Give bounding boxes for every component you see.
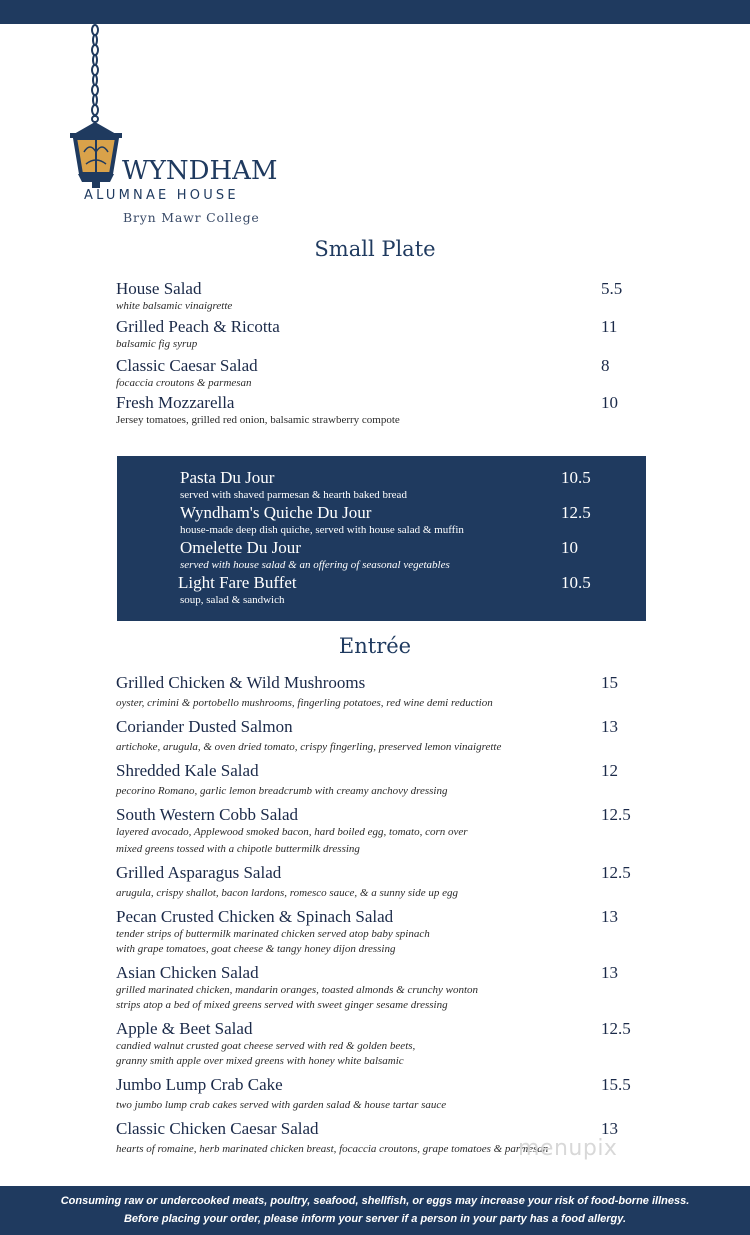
brand-college: Bryn Mawr College <box>123 210 260 225</box>
item-name: Shredded Kale Salad <box>116 761 259 780</box>
item-price: 13 <box>601 907 618 926</box>
item-desc: candied walnut crusted goat cheese served with red & golden beets, <box>116 1040 416 1052</box>
menu-item <box>116 963 636 1013</box>
item-desc: with grape tomatoes, goat cheese & tangy honey dijon dressing <box>116 943 396 955</box>
featured-item <box>180 503 620 538</box>
item-desc: balsamic fig syrup <box>116 338 198 350</box>
item-price: 12.5 <box>601 1019 631 1038</box>
item-name: Wyndham's Quiche Du Jour <box>180 503 372 522</box>
item-name: Classic Chicken Caesar Salad <box>116 1119 319 1138</box>
brand-subtitle: ALUMNAE HOUSE <box>84 188 239 203</box>
item-name: Omelette Du Jour <box>180 538 301 557</box>
item-price: 12.5 <box>601 863 631 882</box>
item-desc: two jumbo lump crab cakes served with garden salad & house tartar sauce <box>116 1099 447 1111</box>
item-desc: pecorino Romano, garlic lemon breadcrumb with creamy anchovy dressing <box>116 785 448 797</box>
menu-item <box>116 1075 636 1113</box>
menu-item <box>116 717 636 755</box>
menu-item <box>116 1019 636 1069</box>
item-desc: mixed greens tossed with a chipotle buttermilk dressing <box>116 843 360 855</box>
item-name: Pasta Du Jour <box>180 468 275 487</box>
featured-item <box>178 573 618 608</box>
footer-line-2: Before placing your order, please inform your server if a person in your party has a food allergy. <box>123 1213 627 1225</box>
logo <box>66 24 278 234</box>
item-desc: soup, salad & sandwich <box>180 594 285 606</box>
item-desc: arugula, crispy shallot, bacon lardons, romesco sauce, & a sunny side up egg <box>116 887 458 899</box>
item-desc: artichoke, arugula, & oven dried tomato, crispy fingerling, preserved lemon vinaigrette <box>116 741 502 753</box>
item-desc: granny smith apple over mixed greens with honey white balsamic <box>116 1055 404 1067</box>
menu-item <box>116 393 636 428</box>
item-name: Jumbo Lump Crab Cake <box>116 1075 283 1094</box>
item-desc: tender strips of buttermilk marinated chicken served atop baby spinach <box>116 928 430 940</box>
item-name: Coriander Dusted Salmon <box>116 717 293 736</box>
item-desc: focaccia croutons & parmesan <box>116 377 252 389</box>
item-desc: oyster, crimini & portobello mushrooms, fingerling potatoes, red wine demi reduction <box>116 697 493 709</box>
item-name: Classic Caesar Salad <box>116 356 258 375</box>
item-price: 8 <box>601 356 610 375</box>
item-desc: grilled marinated chicken, mandarin oranges, toasted almonds & crunchy wonton <box>116 984 479 996</box>
menu-item <box>116 761 636 799</box>
menu-item <box>116 279 636 314</box>
item-price: 15 <box>601 673 618 692</box>
item-price: 12.5 <box>561 503 591 522</box>
item-name: Grilled Asparagus Salad <box>116 863 282 882</box>
item-name: Grilled Peach & Ricotta <box>116 317 280 336</box>
brand-name: WYNDHAM <box>122 156 278 186</box>
item-name: Grilled Chicken & Wild Mushrooms <box>116 673 366 692</box>
section-title-entree: Entrée <box>338 634 412 658</box>
item-price: 13 <box>601 1119 618 1138</box>
item-price: 10 <box>601 393 618 412</box>
menu-item <box>116 673 636 711</box>
section-title-small-plate: Small Plate <box>314 237 436 261</box>
featured-item <box>180 538 620 573</box>
featured-box <box>117 456 646 621</box>
footer-line-1: Consuming raw or undercooked meats, poultry, seafood, shellfish, or eggs may increase your risk of food-borne illness. <box>60 1195 690 1207</box>
top-bar <box>0 0 750 24</box>
item-price: 10.5 <box>561 573 591 592</box>
featured-item <box>180 468 620 503</box>
item-price: 11 <box>601 317 618 336</box>
item-name: Asian Chicken Salad <box>116 963 259 982</box>
item-price: 13 <box>601 963 618 982</box>
item-name: Light Fare Buffet <box>178 573 297 592</box>
menu-item <box>116 805 636 857</box>
item-desc: white balsamic vinaigrette <box>116 300 233 312</box>
footer-notice <box>0 1186 750 1235</box>
item-desc: layered avocado, Applewood smoked bacon, hard boiled egg, tomato, corn over <box>116 826 468 838</box>
menu-item <box>116 907 636 957</box>
menu-item <box>116 356 636 391</box>
item-desc: served with shaved parmesan & hearth baked bread <box>180 489 407 501</box>
item-desc: hearts of romaine, herb marinated chicken breast, focaccia croutons, grape tomatoes & parmesan <box>116 1143 549 1155</box>
item-desc: Jersey tomatoes, grilled red onion, balsamic strawberry compote <box>116 414 400 426</box>
menu-item <box>116 863 636 901</box>
item-price: 12.5 <box>601 805 631 824</box>
item-name: Pecan Crusted Chicken & Spinach Salad <box>116 907 394 926</box>
item-name: Apple & Beet Salad <box>116 1019 253 1038</box>
item-name: South Western Cobb Salad <box>116 805 299 824</box>
item-price: 12 <box>601 761 618 780</box>
item-price: 13 <box>601 717 618 736</box>
item-price: 15.5 <box>601 1075 631 1094</box>
menu-item <box>116 317 636 352</box>
item-desc: strips atop a bed of mixed greens served with sweet ginger sesame dressing <box>116 999 448 1011</box>
item-name: Fresh Mozzarella <box>116 393 235 412</box>
item-desc: house-made deep dish quiche, served with house salad & muffin <box>180 524 464 536</box>
item-price: 5.5 <box>601 279 623 298</box>
watermark: menupix <box>518 1136 618 1161</box>
item-desc: served with house salad & an offering of seasonal vegetables <box>180 559 450 571</box>
item-name: House Salad <box>116 279 202 298</box>
item-price: 10 <box>561 538 578 557</box>
item-price: 10.5 <box>561 468 591 487</box>
